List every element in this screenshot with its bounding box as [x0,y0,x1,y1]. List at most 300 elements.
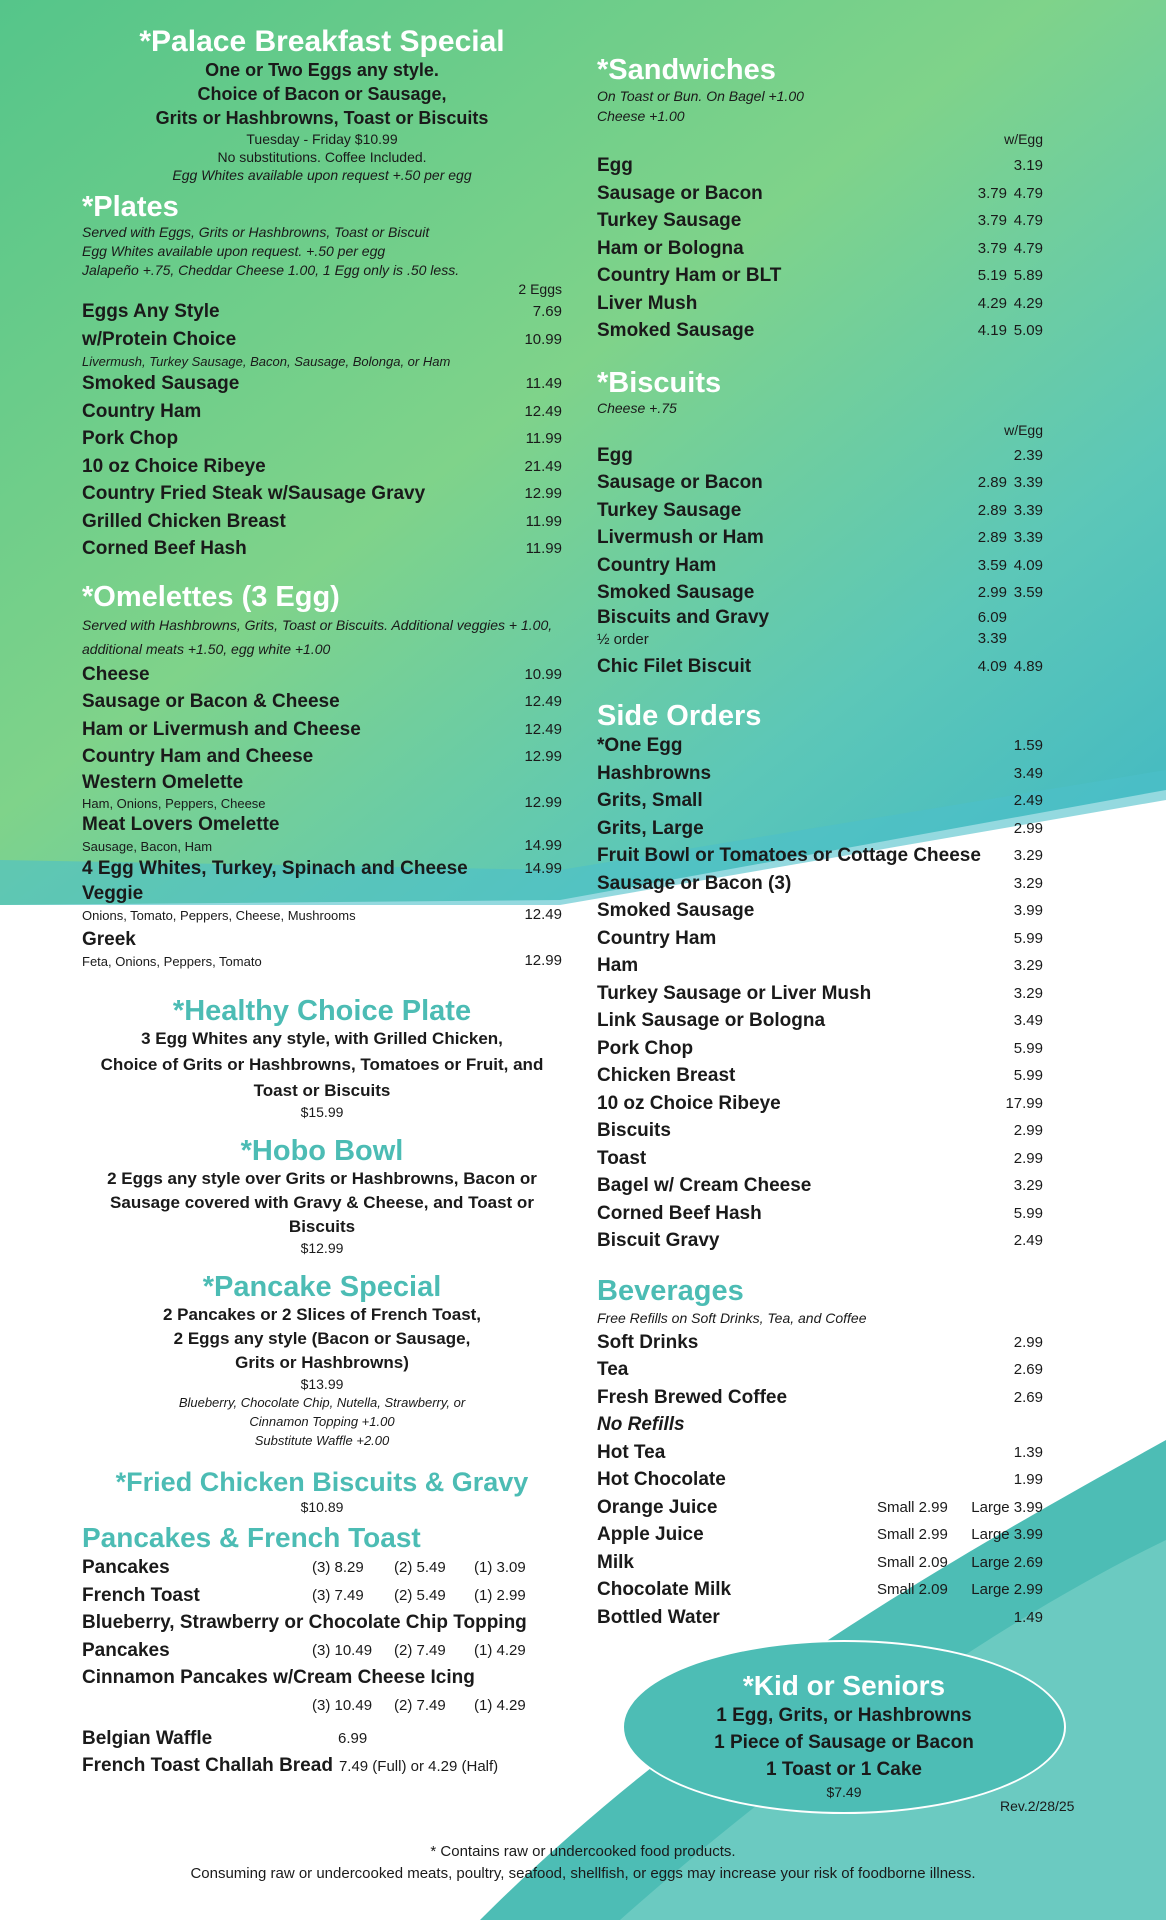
breakfast-special [82,26,562,185]
menu-item [82,298,562,326]
menu-item [597,1439,1043,1467]
item-price: 2.89 [977,529,1007,546]
beverages-title: Beverages [597,1274,744,1307]
menu-item [597,1549,1043,1577]
menu-item-detail [82,794,562,812]
item-price-with-egg: 3.39 [1013,501,1043,519]
menu-item [597,497,1043,525]
beverages-section [597,1275,1043,1632]
item-name: Smoked Sausage [597,900,755,921]
pancake-special-line: Grits or Hashbrowns) [235,1353,409,1372]
menu-item [82,370,562,398]
item-name: 10 oz Choice Ribeye [597,1092,781,1114]
item-price-with-egg: 4.79 [1013,239,1043,257]
item-price: 5.99 [1013,1204,1043,1222]
menu-item [597,317,1043,345]
item-price: 2.69 [1013,1361,1043,1378]
item-price-with-egg: 5.09 [1013,322,1043,339]
item-price-with-egg: 3.59 [1013,584,1043,601]
left-column [82,26,562,1780]
item-price-with-egg: 4.09 [1013,556,1043,574]
menu-item [82,716,562,744]
item-name: Egg [597,444,633,466]
item-name: Bottled Water [597,1606,720,1628]
menu-item [597,1172,1043,1200]
item-name: Sausage or Bacon (3) [597,872,792,894]
item-name: Sausage or Bacon & Cheese [82,691,340,712]
item-name: French Toast [82,1584,200,1606]
breakfast-special-price: Tuesday - Friday $10.99 [246,131,398,147]
right-column [597,54,1043,1631]
pancakes-ft-section [82,1522,562,1780]
item-price: 1.59 [1013,737,1043,754]
breakfast-special-note: No substitutions. Coffee Included. [217,149,427,165]
menu-item [597,180,1043,208]
item-price: 5.99 [1013,1067,1043,1084]
pancake-special-note: Substitute Waffle +2.00 [254,1433,390,1448]
menu-item [597,1117,1043,1145]
item-price: 3.99 [1013,902,1043,919]
menu-item [82,326,562,354]
item-name: Smoked Sausage [597,582,755,603]
item-name: Pork Chop [597,1037,694,1059]
item-name: Grilled Chicken Breast [82,510,286,532]
menu-item [597,1329,1043,1357]
breakfast-special-title: *Palace Breakfast Special [139,25,505,58]
menu-item [597,290,1043,318]
kids-line: 1 Toast or 1 Cake [766,1759,922,1780]
item-name: Grits, Small [597,790,703,811]
item-price-with-egg: 4.79 [1013,184,1043,202]
item-price: 2.89 [977,474,1007,491]
omelettes-section [82,581,562,972]
menu-item [82,1554,562,1582]
sandwiches-section [597,54,1043,345]
menu-item [82,453,562,481]
menu-item [597,1062,1043,1090]
fried-chicken-price: $10.89 [300,1499,344,1515]
menu-item [597,262,1043,290]
item-price: 3.49 [1013,764,1043,782]
item-price: 11.99 [525,540,562,557]
item-name: Meat Lovers Omelette [82,813,280,835]
item-name: Country Ham [597,927,717,949]
item-price: 7.49 (Full) or 4.29 (Half) [338,1758,499,1775]
healthy-price: $15.99 [300,1104,344,1120]
menu-item [597,1035,1043,1063]
menu-item [597,1466,1043,1494]
menu-item [597,980,1043,1008]
menu-item-detail [82,837,562,855]
menu-item [82,882,562,905]
sides-title: Side Orders [597,700,762,732]
item-name: Turkey Sausage [597,499,742,521]
menu-item [597,1145,1043,1173]
item-name: Grits, Large [597,817,704,839]
item-price: 3.29 [1013,984,1043,1002]
healthy-line: Choice of Grits or Hashbrowns, Tomatoes or Fruit, and [100,1055,544,1074]
item-name: Bagel w/ Cream Cheese [597,1175,812,1196]
item-name: Country Ham or BLT [597,265,782,286]
omelettes-title: *Omelettes (3 Egg) [82,580,340,613]
item-price-large: Large 3.99 [971,1498,1043,1516]
item-price-small: Small 2.09 [877,1553,948,1571]
item-name: Ham or Bologna [597,237,744,259]
sides-list [597,732,1043,1255]
menu-item [597,1007,1043,1035]
item-name: Sausage or Bacon [597,472,763,493]
item-name: Greek [82,929,136,950]
item-price: (3) 10.49 [312,1641,373,1659]
item-name: Toast [597,1147,647,1169]
item-name: Biscuits [597,1120,671,1141]
footer-disclaimer: * Contains raw or undercooked food products. [430,1843,736,1860]
item-price-large: 1.49 [1013,1608,1043,1626]
menu-item [597,870,1043,898]
item-name: 10 oz Choice Ribeye [82,455,266,477]
biscuits-note: Cheese +.75 [597,399,677,416]
item-price: 3.29 [1013,1177,1043,1194]
item-name: Hot Tea [597,1441,666,1463]
item-price: 4.19 [977,322,1007,339]
item-name: Orange Juice [597,1496,718,1518]
sandwiches-title: *Sandwiches [597,54,776,86]
item-name: Tea [597,1359,629,1380]
item-price: 3.29 [1013,874,1043,892]
item-price: 12.49 [524,402,562,420]
item-price: 10.99 [524,665,562,683]
kids-line: 1 Egg, Grits, or Hashbrowns [716,1705,972,1726]
item-name: Fruit Bowl or Tomatoes or Cottage Cheese [597,845,981,866]
hobo-line: 2 Eggs any style over Grits or Hashbrowns, Bacon or [107,1169,537,1188]
menu-item [597,1494,1043,1522]
item-price: 3.79 [977,212,1007,229]
item-name: French Toast Challah Bread [82,1755,333,1776]
item-name: Biscuits and Gravy [597,606,770,628]
hobo-line: Sausage covered with Gravy & Cheese, and Toast or Biscuits [110,1193,534,1236]
item-name: Smoked Sausage [82,373,240,394]
item-name: Belgian Waffle [82,1727,213,1749]
item-price: 7.69 [532,303,562,320]
kids-line: 1 Piece of Sausage or Bacon [714,1732,974,1753]
revision-date: Rev.2/28/25 [1000,1798,1075,1814]
menu-item [597,524,1043,552]
menu-item [597,469,1043,497]
item-name: Smoked Sausage [597,320,755,341]
item-price: 5.99 [1013,1039,1043,1057]
cinnamon-header: Cinnamon Pancakes w/Cream Cheese Icing [82,1667,475,1688]
healthy-section [82,995,562,1121]
biscuits-column-header: w/Egg [1004,421,1043,438]
item-price-with-egg: 4.29 [1013,294,1043,312]
biscuits-title: *Biscuits [597,366,722,399]
item-name: Ham [597,955,639,976]
item-name: Turkey Sausage or Liver Mush [597,982,872,1004]
item-name: Cheese [82,663,150,685]
item-price: 12.49 [524,720,562,738]
item-price: 12.99 [524,748,562,765]
menu-item [82,480,562,508]
item-name: Chocolate Milk [597,1579,732,1600]
item-price: (2) 7.49 [394,1696,446,1714]
item-price: 12.99 [524,793,562,811]
footer-disclaimer: Consuming raw or undercooked meats, poultry, seafood, shellfish, or eggs may increase your risk of foodborne illness. [190,1865,976,1882]
menu-item-detail [82,951,562,971]
kids-seniors-badge [622,1640,1066,1814]
healthy-title: *Healthy Choice Plate [172,995,472,1027]
hobo-section [82,1135,562,1257]
omelettes-note: Served with Hashbrowns, Grits, Toast or Biscuits. Additional veggies + 1.00, [82,616,553,633]
item-price: 12.99 [524,485,562,502]
item-description: Livermush, Turkey Sausage, Bacon, Sausage, Bolonga, or Ham [82,354,451,369]
pancake-special-section [82,1271,562,1450]
item-name: Hashbrowns [597,762,712,784]
menu-item [82,1725,562,1753]
menu-item-detail [82,905,562,928]
item-price: 2.49 [1013,1232,1043,1249]
breakfast-special-note: Egg Whites available upon request +.50 per egg [172,167,472,183]
no-refills-label: No Refills [597,1414,685,1435]
menu-item [597,760,1043,788]
item-price: (3) 8.29 [312,1559,364,1576]
item-price: 4.09 [977,657,1007,675]
item-price: 4.29 [977,294,1007,312]
kids-title: *Kid or Seniors [742,1670,946,1701]
item-price: 6.99 [338,1729,368,1747]
item-price: (1) 3.09 [474,1559,526,1576]
item-price-with-egg: 4.79 [1013,212,1043,229]
item-name: Western Omelette [82,771,244,793]
item-price: 2.99 [1013,819,1043,837]
item-price: 11.99 [525,430,562,447]
plates-note: Jalapeño +.75, Cheddar Cheese 1.00, 1 Egg only is .50 less. [82,262,460,278]
item-price: 2.99 [1013,1122,1043,1139]
menu-item [82,1582,562,1610]
item-price: 2.89 [977,501,1007,519]
beverages-note: Free Refills on Soft Drinks, Tea, and Coffee [597,1309,867,1326]
item-name: Biscuit Gravy [597,1230,720,1251]
item-price: (1) 4.29 [474,1696,526,1714]
topping-header: Blueberry, Strawberry or Chocolate Chip Topping [82,1612,527,1633]
item-price-with-egg: 5.89 [1013,267,1043,284]
item-description: Feta, Onions, Peppers, Tomato [82,954,262,969]
item-name: Chicken Breast [597,1065,736,1086]
menu-item [82,661,562,689]
menu-item [597,1384,1043,1412]
item-price: 11.49 [525,375,562,392]
item-name: w/Protein Choice [82,328,237,350]
pancake-special-price: $13.99 [300,1376,344,1392]
item-price: 11.99 [525,512,562,530]
item-price: 2.99 [1013,1149,1043,1167]
item-price: 12.49 [524,693,562,710]
item-description: Sausage, Bacon, Ham [82,838,213,854]
item-price: 12.99 [524,952,562,969]
item-price: 2.69 [1013,1388,1043,1406]
item-price: 5.19 [977,267,1007,284]
menu-item [597,1227,1043,1255]
item-price: 2.49 [1013,792,1043,809]
item-price: (2) 5.49 [394,1559,446,1576]
item-name: Sausage or Bacon [597,182,763,204]
menu-item [82,398,562,426]
item-price: (2) 7.49 [394,1641,446,1659]
item-price: (2) 5.49 [394,1586,446,1604]
item-name: Milk [597,1551,634,1573]
menu-item [82,855,562,883]
pancake-special-note: Blueberry, Chocolate Chip, Nutella, Strawberry, or [178,1395,466,1410]
item-price: (1) 4.29 [474,1641,526,1659]
item-name: Pancakes [82,1557,170,1578]
menu-item [82,928,562,951]
item-price: 5.99 [1013,929,1043,947]
item-name: Corned Beef Hash [597,1202,762,1224]
sandwiches-note: Cheese +1.00 [597,108,685,124]
item-price: (3) 10.49 [312,1696,373,1714]
item-name: Ham or Livermush and Cheese [82,718,361,740]
pancakes-ft-title: Pancakes & French Toast [82,1522,421,1553]
plates-title: *Plates [82,191,179,223]
menu-item [82,1637,562,1665]
item-name: Livermush or Ham [597,527,764,548]
pancake-special-line: 2 Eggs any style (Bacon or Sausage, [173,1329,471,1348]
menu-item [82,688,562,716]
item-price-small: Small 2.99 [877,1526,948,1543]
menu-item [82,535,562,563]
item-price-large: Large 2.69 [971,1553,1043,1571]
item-price: 2.99 [977,584,1007,601]
item-price-small: Small 2.99 [877,1498,948,1516]
menu-item [597,1356,1043,1384]
item-price: 14.99 [524,859,562,877]
omelettes-note: additional meats +1.50, egg white +1.00 [82,640,331,657]
menu-item [597,1200,1043,1228]
item-price-with-egg: 3.39 [1013,474,1043,491]
menu-item [597,1521,1043,1549]
menu-item [82,1752,562,1780]
item-price: (3) 7.49 [312,1586,364,1604]
menu-item [597,815,1043,843]
healthy-line: 3 Egg Whites any style, with Grilled Chicken, [141,1029,503,1048]
pancake-special-line: 2 Pancakes or 2 Slices of French Toast, [162,1305,482,1324]
item-price: 3.79 [977,239,1007,257]
item-price: 3.29 [1013,847,1043,864]
item-price: 2.99 [1013,1333,1043,1351]
menu-item [597,207,1043,235]
menu-item-detail [597,629,1043,649]
menu-item [597,787,1043,815]
menu-item [597,653,1043,681]
item-description: Ham, Onions, Peppers, Cheese [82,795,266,811]
breakfast-special-line: One or Two Eggs any style. [205,60,439,80]
item-name: Link Sausage or Bologna [597,1010,826,1031]
item-name: Country Ham and Cheese [82,746,314,767]
healthy-line: Toast or Biscuits [253,1081,391,1100]
item-name: Veggie [82,883,144,904]
menu-item [597,442,1043,470]
hobo-price: $12.99 [300,1240,344,1256]
item-price: 3.79 [977,184,1007,202]
menu-item [597,732,1043,760]
item-name: 4 Egg Whites, Turkey, Spinach and Cheese [82,857,468,879]
item-name: Country Ham [82,400,202,422]
menu-item [82,1692,562,1721]
menu-item [82,508,562,536]
item-name: Apple Juice [597,1524,704,1545]
item-price: 21.49 [524,457,562,475]
breakfast-special-line: Choice of Bacon or Sausage, [197,84,447,104]
item-name: Hot Chocolate [597,1469,726,1490]
item-price: 14.99 [524,836,562,854]
menu-item [597,235,1043,263]
menu-item [82,425,562,453]
item-name: Pork Chop [82,428,179,449]
item-name: Eggs Any Style [82,301,220,322]
menu-item [597,552,1043,580]
item-name: Soft Drinks [597,1331,699,1353]
item-price-with-egg: 4.89 [1013,657,1043,675]
sides-section [597,700,1043,1255]
menu-item [82,743,562,771]
sandwiches-note: On Toast or Bun. On Bagel +1.00 [597,88,804,104]
menu-item [597,1604,1043,1632]
item-name: Country Fried Steak w/Sausage Gravy [82,483,426,504]
item-name: Corned Beef Hash [82,538,247,559]
menu-item [82,771,562,794]
fried-chicken-section [82,1466,562,1516]
pancake-special-note: Cinnamon Topping +1.00 [249,1414,395,1429]
item-name: Turkey Sausage [597,210,742,231]
item-price-large: 1.99 [1013,1471,1043,1488]
plates-section [82,191,562,563]
menu-item [597,842,1043,870]
item-price: 6.09 [977,608,1007,626]
item-name: Egg [597,155,633,176]
item-price: 3.49 [1013,1012,1043,1029]
item-half-label: ½ order [597,630,649,648]
menu-item [597,579,1043,607]
item-name: Fresh Brewed Coffee [597,1386,788,1408]
menu-item [597,897,1043,925]
pancake-special-title: *Pancake Special [202,1271,442,1303]
item-name: Country Ham [597,554,717,576]
menu-item [82,812,562,837]
item-name: *One Egg [597,735,683,756]
item-name: Chic Filet Biscuit [597,655,752,677]
item-price-with-egg: 3.39 [1013,529,1043,546]
item-name: Liver Mush [597,292,698,314]
item-price: 12.49 [524,906,562,923]
item-name: Pancakes [82,1639,170,1661]
breakfast-special-line: Grits or Hashbrowns, Toast or Biscuits [155,108,489,128]
item-price-with-egg: 2.39 [1013,446,1043,464]
plates-note: Egg Whites available upon request. +.50 per egg [82,243,386,259]
item-price-with-egg: 3.19 [1013,157,1043,174]
item-price: 17.99 [1005,1094,1043,1112]
item-price: 10.99 [524,330,562,348]
item-price-small: Small 2.09 [877,1581,948,1598]
menu-item [597,607,1043,629]
kids-price: $7.49 [826,1784,862,1800]
menu-item [597,925,1043,953]
menu-item [597,1576,1043,1604]
plates-note: Served with Eggs, Grits or Hashbrowns, Toast or Biscuit [82,224,430,240]
menu-item [597,152,1043,180]
item-price-large: 1.39 [1013,1443,1043,1461]
menu-item [597,952,1043,980]
item-price: (1) 2.99 [474,1586,526,1604]
item-price: 3.59 [977,556,1007,574]
